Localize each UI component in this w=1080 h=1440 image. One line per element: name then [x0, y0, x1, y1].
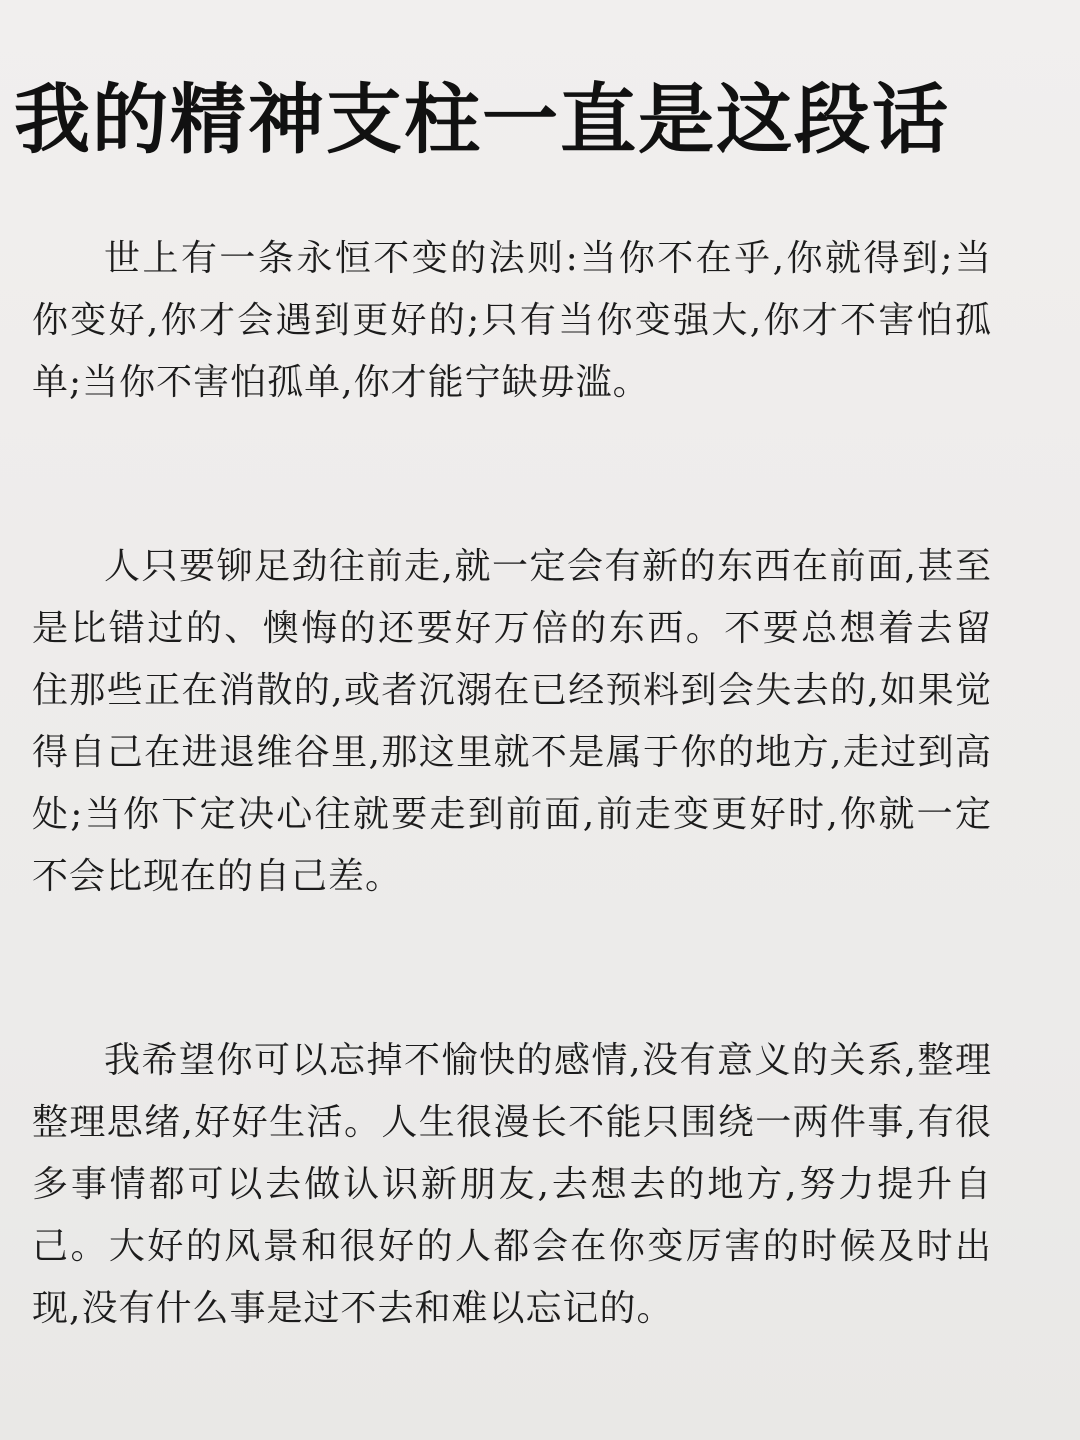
- paragraph-3: 我希望你可以忘掉不愉快的感情,没有意义的关系,整理整理思绪,好好生活。人生很漫长不能只围绕一两件事,有很多事情都可以去做认识新朋友,去想去的地方,努力提升自己。大好的风景和很好的人都会在你变厉害的时候及时出现,没有什么事是过不去和难以忘记的。: [32, 1040, 992, 1329]
- page-title: 我的精神支柱一直是这段话: [14, 75, 950, 164]
- paragraph-1: 世上有一条永恒不变的法则:当你不在乎,你就得到;当你变好,你才会遇到更好的;只有当你变强大,你才不害怕孤单;当你不害怕孤单,你才能宁缺毋滥。: [32, 238, 992, 403]
- paragraph-2: 人只要铆足劲往前走,就一定会有新的东西在前面,甚至是比错过的、懊悔的还要好万倍的东西。不要总想着去留住那些正在消散的,或者沉溺在已经预料到会失去的,如果觉得自己在进退维谷里,那这里就不是属于你的地方,走过到高处;当你下定决心往就要走到前面,前走变更好时,你就一定不会比现在的自己差。: [32, 546, 992, 897]
